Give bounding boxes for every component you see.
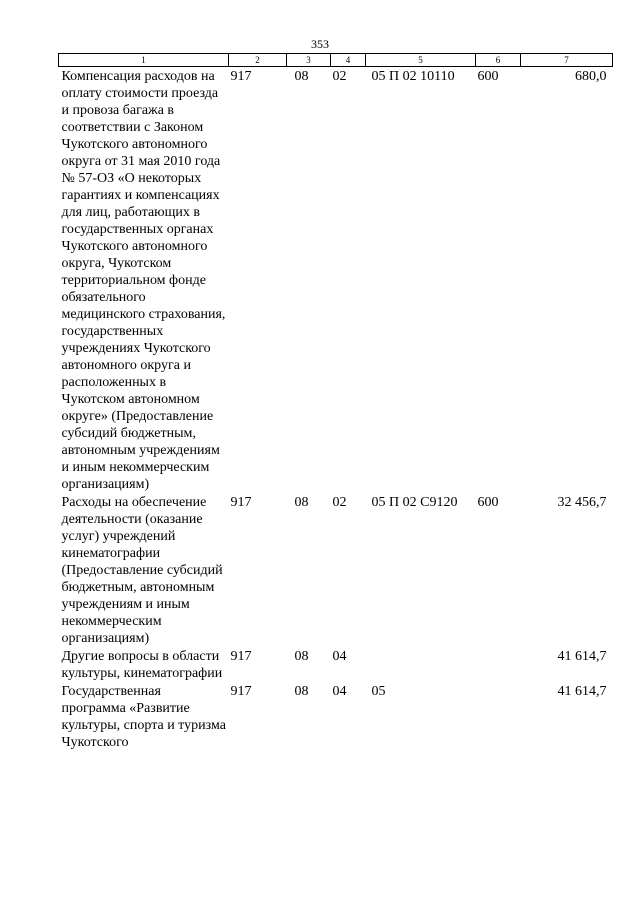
row-section-code: 08	[294, 495, 309, 510]
table-row	[59, 682, 613, 751]
row-ministry-code: 917	[230, 495, 252, 510]
row-ministry-code: 917	[230, 649, 252, 664]
row-amount: 32 456,7	[557, 495, 607, 510]
page-number: 353	[311, 37, 329, 51]
row-amount: 41 614,7	[557, 649, 607, 664]
row-expense-type: 600	[477, 69, 499, 84]
table-row	[59, 493, 613, 647]
table-row	[59, 647, 613, 682]
row-target-article: 05 П 02 С9120	[371, 495, 458, 510]
row-name: Государственная программа «Развитие культуры, спорта и туризма Чукотского	[61, 684, 226, 750]
row-ministry-code: 917	[230, 684, 252, 699]
row-name: Другие вопросы в области культуры, кинематографии	[61, 649, 223, 681]
row-expense-type	[476, 682, 521, 751]
row-section-code: 08	[294, 69, 309, 84]
column-header-3: 3	[287, 54, 331, 67]
row-subsection-code: 04	[332, 684, 347, 699]
row-subsection-code: 02	[332, 495, 347, 510]
column-header-6: 6	[476, 54, 521, 67]
row-name: Расходы на обеспечение деятельности (оказание услуг) учреждений кинематографии (Предоставление субсидий бюджетным, автономным учреждениям и иным некоммерческим организациям)	[61, 495, 223, 646]
column-number-header	[59, 54, 613, 67]
row-section-code: 08	[294, 684, 309, 699]
row-subsection-code: 02	[332, 69, 347, 84]
row-target-article: 05 П 02 10110	[371, 69, 455, 84]
row-target-article: 05	[371, 684, 386, 699]
column-header-7: 7	[521, 54, 613, 67]
column-header-1: 1	[59, 54, 229, 67]
row-amount: 41 614,7	[557, 684, 607, 699]
row-subsection-code: 04	[332, 649, 347, 664]
column-header-5: 5	[366, 54, 476, 67]
row-amount: 680,0	[575, 69, 607, 84]
row-section-code: 08	[294, 649, 309, 664]
column-header-4: 4	[331, 54, 366, 67]
column-header-2: 2	[229, 54, 287, 67]
row-target-article	[366, 647, 476, 682]
table-row	[59, 67, 613, 494]
row-expense-type: 600	[477, 495, 499, 510]
row-name: Компенсация расходов на оплату стоимости проезда и провоза багажа в соответствии с Законом Чукотского автономного округа от 31 мая 2010 года № 57-ОЗ «О некоторых гарантиях и компенсациях для лиц, работающих в государственных органах Чукотского автономного округа, Чукотском территориальном фонде обязательного медицинского страхования, государственных учреждениях Чукотского автономного округа и расположенных в Чукотском автономном округе» (Предоставление субсидий бюджетным, автономным учреждениям и иным некоммерческим организациям)	[61, 69, 226, 492]
budget-table	[58, 53, 613, 751]
row-ministry-code: 917	[230, 69, 252, 84]
row-expense-type	[476, 647, 521, 682]
